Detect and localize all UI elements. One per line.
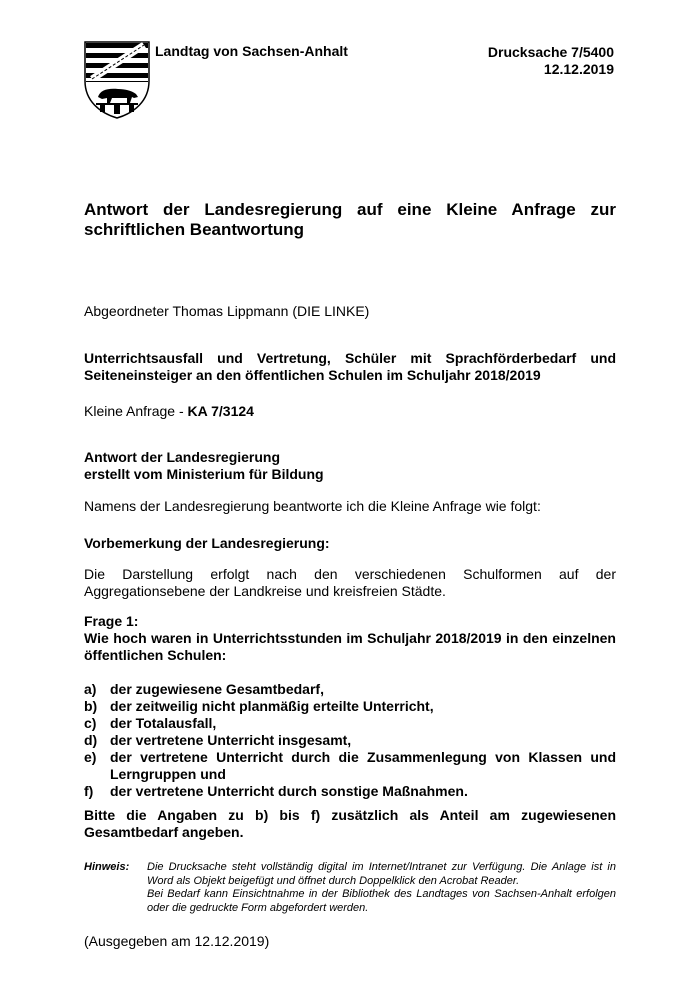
question-note: Bitte die Angaben zu b) bis f) zusätzlich als Anteil am zugewiesenen Gesamtbedarf angeben.	[84, 807, 616, 840]
list-item-letter: f)	[84, 783, 94, 799]
list-item	[84, 715, 616, 732]
list-item-letter: e)	[84, 749, 97, 765]
coat-of-arms-icon	[84, 41, 150, 119]
list-item	[84, 749, 616, 783]
list-item-letter: b)	[84, 698, 98, 714]
list-item-text: der vertretene Unterricht durch sonstige Maßnahmen.	[110, 783, 468, 799]
vorbemerkung-heading: Vorbemerkung der Landesregierung:	[84, 535, 330, 551]
hinweis-line-1: Die Drucksache steht vollständig digital im Internet/Intranet zur Verfügung. Die Anlage ist in Word als Objekt beigefügt und öffnet durch Doppelklick den Acrobat Reader.	[147, 861, 616, 887]
list-item-text: der vertretene Unterricht durch die Zusammenlegung von Klassen und Lerngruppen und	[110, 749, 616, 782]
kleine-anfrage-line	[84, 403, 616, 420]
list-item	[84, 698, 616, 715]
list-item	[84, 681, 616, 698]
list-item-letter: d)	[84, 732, 98, 748]
hinweis-text	[147, 861, 616, 915]
question-label: Frage 1:	[84, 613, 139, 629]
list-item-letter: a)	[84, 681, 97, 697]
kleine-anfrage-number: KA 7/3124	[187, 403, 254, 419]
hinweis-block	[84, 861, 616, 915]
drucksache-number: Drucksache 7/5400	[487, 44, 614, 60]
hinweis-line-2: Bei Bedarf kann Einsichtnahme in der Bibliothek des Landtages von Sachsen-Anhalt erfolgen oder die gedruckte Form abgefordert werden.	[147, 888, 616, 914]
antwort-line-2: erstellt vom Ministerium für Bildung	[84, 466, 324, 482]
list-item-text: der Totalausfall,	[110, 715, 217, 731]
list-item	[84, 783, 616, 800]
list-item-letter: c)	[84, 715, 97, 731]
antwort-heading	[84, 449, 616, 483]
subject-heading: Unterrichtsausfall und Vertretung, Schüler mit Sprachförderbedarf und Seiteneinsteiger an den öffentlichen Schulen im Schuljahr 2018/2019	[84, 350, 616, 383]
question-block	[84, 613, 616, 664]
list-item-text: der zeitweilig nicht planmäßig erteilte Unterricht,	[110, 698, 434, 714]
list-item	[84, 732, 616, 749]
document-title: Antwort der Landesregierung auf eine Kleine Anfrage zur schriftlichen Beantwortung	[84, 200, 616, 239]
question-items-list	[84, 681, 616, 800]
list-item-text: der vertretene Unterricht insgesamt,	[110, 732, 352, 748]
intro-text: Namens der Landesregierung beantworte ich die Kleine Anfrage wie folgt:	[84, 498, 541, 514]
parliament-name: Landtag von Sachsen-Anhalt	[155, 43, 348, 59]
author-line: Abgeordneter Thomas Lippmann (DIE LINKE)	[84, 303, 370, 319]
question-text: Wie hoch waren in Unterrichtsstunden im Schuljahr 2018/2019 in den einzelnen öffentlichen Schulen:	[84, 630, 616, 663]
hinweis-label: Hinweis:	[84, 861, 130, 873]
document-number-block	[488, 44, 614, 78]
issued-date: (Ausgegeben am 12.12.2019)	[84, 933, 270, 949]
list-item-text: der zugewiesene Gesamtbedarf,	[110, 681, 324, 697]
kleine-anfrage-prefix: Kleine Anfrage -	[84, 403, 188, 419]
document-date: 12.12.2019	[543, 61, 614, 77]
antwort-line-1: Antwort der Landesregierung	[84, 449, 281, 465]
vorbemerkung-text: Die Darstellung erfolgt nach den verschiedenen Schulformen auf der Aggregationsebene der Landkreise und kreisfreien Städte.	[84, 566, 616, 599]
